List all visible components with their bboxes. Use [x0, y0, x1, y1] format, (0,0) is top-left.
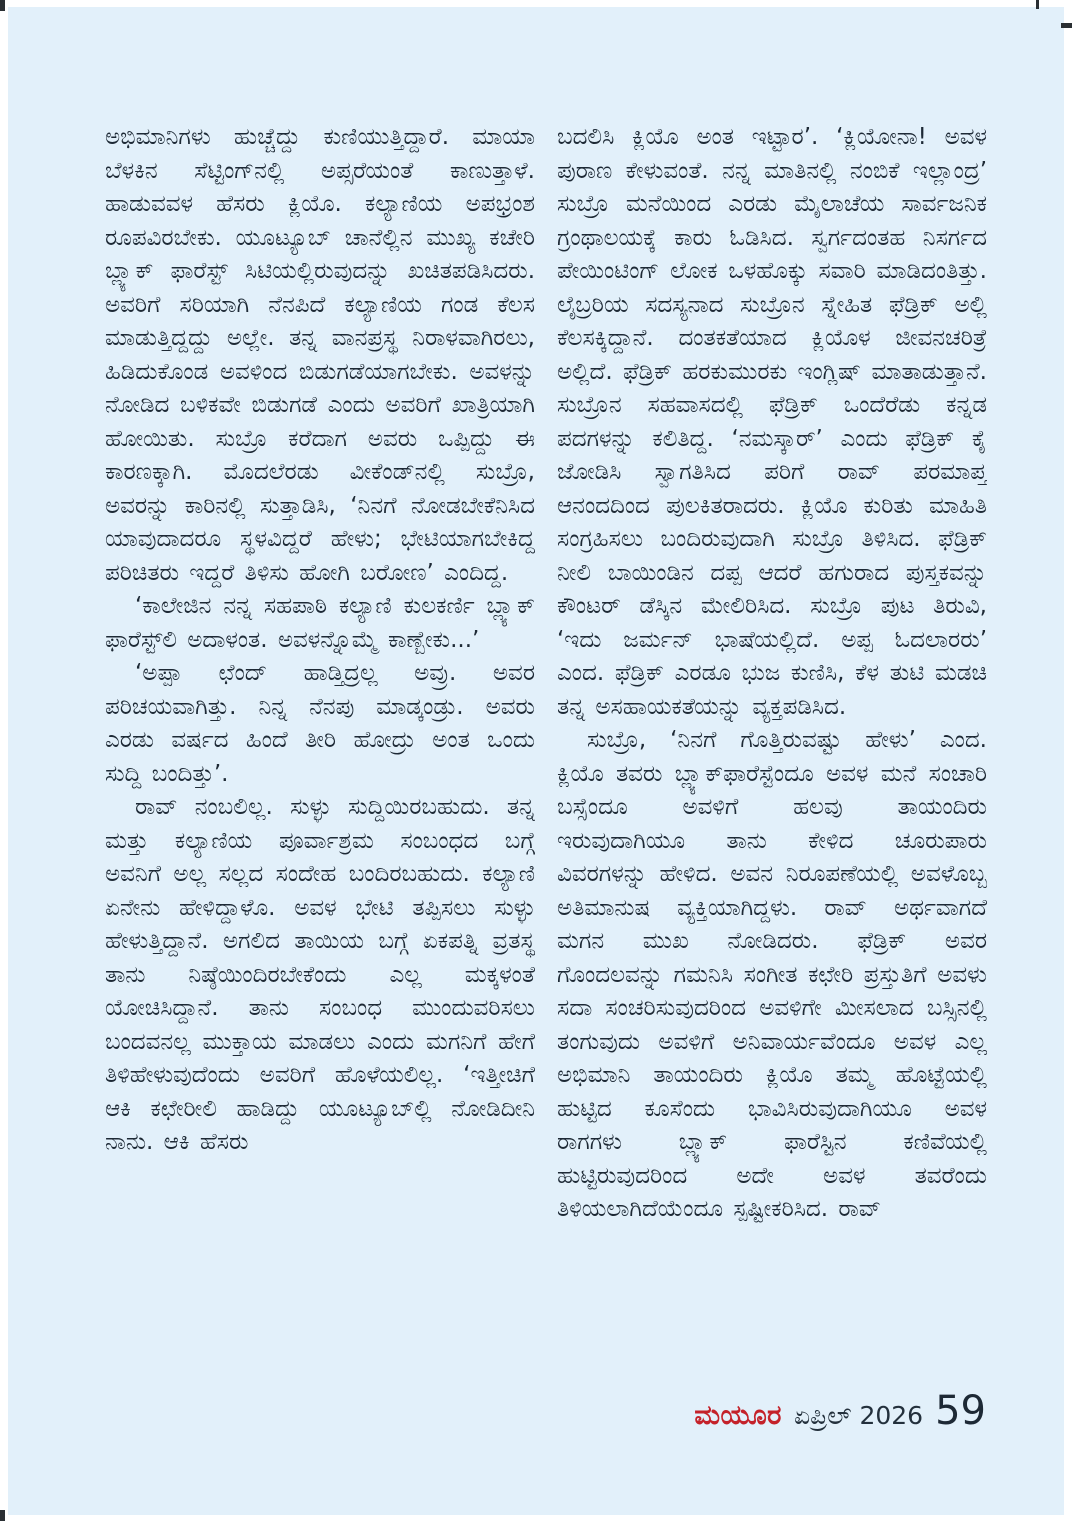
- paragraph: ‘ಅಪ್ಪಾ ಛೆಂದ್ ಹಾಡ್ತಿದ್ರಲ್ಲ ಅವ್ರು. ಅವರ ಪರಿಚಯವಾಗಿತ್ತು. ನಿನ್ನ ನೆನಪು ಮಾಡ್ಕಂಡ್ರು. ಅವರು ಎರಡು ವರ್ಷದ ಹಿಂದೆ ತೀರಿ ಹೋದ್ರು ಅಂತ ಒಂದು ಸುದ್ದಿ ಬಂದಿತ್ತು’.: [105, 660, 535, 787]
- issue-label: ಏಪ್ರಿಲ್ 2026: [793, 1401, 924, 1430]
- article-body: [105, 121, 987, 1389]
- magazine-name: ಮಯೂರ: [694, 1400, 782, 1431]
- left-column: [105, 121, 535, 1389]
- crop-mark-top-right: [1036, 0, 1039, 9]
- paragraph: ಸುಬ್ರೊ, ‘ನಿನಗೆ ಗೊತ್ತಿರುವಷ್ಟು ಹೇಳು’ ಎಂದ. ಕ್ಲಿಯೊ ತವರು ಬ್ಲ್ಯಾಕ್‌ಫಾರೆಸ್ಟೆಂದೂ ಅವಳ ಮನೆ ಸಂಚಾರಿ ಬಸ್ಸೆಂದೂ ಅವಳಿಗೆ ಹಲವು ತಾಯಂದಿರು ಇರುವುದಾಗಿಯೂ ತಾನು ಕೇಳಿದ ಚೂರುಪಾರು ವಿವರಗಳನ್ನು ಹೇಳಿದ. ಅವನ ನಿರೂಪಣೆಯಲ್ಲಿ ಅವಳೊಬ್ಬ ಅತಿಮಾನುಷ ವ್ಯಕ್ತಿಯಾಗಿದ್ದಳು. ರಾವ್ ಅರ್ಥವಾಗದೆ ಮಗನ ಮುಖ ನೋಡಿದರು. ಫೆಡ್ರಿಕ್ ಅವರ ಗೊಂದಲವನ್ನು ಗಮನಿಸಿ ಸಂಗೀತ ಕಛೇರಿ ಪ್ರಸ್ತುತಿಗೆ ಅವಳು ಸದಾ ಸಂಚರಿಸುವುದರಿಂದ ಅವಳಿಗೇ ಮೀಸಲಾದ ಬಸ್ಸಿನಲ್ಲಿ ತಂಗುವುದು ಅವಳಿಗೆ ಅನಿವಾರ್ಯವೆಂದೂ ಅವಳ ಎಲ್ಲ ಅಭಿಮಾನಿ ತಾಯಂದಿರು ಕ್ಲಿಯೊ ತಮ್ಮ ಹೊಟ್ಟೆಯಲ್ಲಿ ಹುಟ್ಟಿದ ಕೂಸೆಂದು ಭಾವಿಸಿರುವುದಾಗಿಯೂ ಅವಳ ರಾಗಗಳು ಬ್ಲ್ಯಾಕ್ ಫಾರೆಸ್ಟಿನ ಕಣಿವೆಯಲ್ಲಿ ಹುಟ್ಟಿರುವುದರಿಂದ ಅದೇ ಅವಳ ತವರೆಂದು ತಿಳಿಯಲಾಗಿದೆಯೆಂದೂ ಸ್ಪಷ್ಟೀಕರಿಸಿದ. ರಾವ್: [557, 727, 987, 1222]
- paragraph: ಅಭಿಮಾನಿಗಳು ಹುಚ್ಚೆದ್ದು ಕುಣಿಯುತ್ತಿದ್ದಾರೆ. ಮಾಯಾ ಬೆಳಕಿನ ಸೆಟ್ಟಿಂಗ್‌ನಲ್ಲಿ ಅಪ್ಸರೆಯಂತೆ ಕಾಣುತ್ತಾಳೆ. ಹಾಡುವವಳ ಹೆಸರು ಕ್ಲಿಯೊ. ಕಲ್ಯಾಣಿಯ ಅಪಭ್ರಂಶ ರೂಪವಿರಬೇಕು. ಯೂಟ್ಯೂಬ್ ಚಾನೆಲ್ಲಿನ ಮುಖ್ಯ ಕಚೇರಿ ಬ್ಲ್ಯಾಕ್ ಫಾರೆಸ್ಟ್ ಸಿಟಿಯಲ್ಲಿರುವುದನ್ನು ಖಚಿತಪಡಿಸಿದರು. ಅವರಿಗೆ ಸರಿಯಾಗಿ ನೆನಪಿದೆ ಕಲ್ಯಾಣಿಯ ಗಂಡ ಕೆಲಸ ಮಾಡುತ್ತಿದ್ದದ್ದು ಅಲ್ಲೇ. ತನ್ನ ವಾನಪ್ರಸ್ಥ ನಿರಾಳವಾಗಿರಲು, ಹಿಡಿದುಕೊಂಡ ಅವಳಿಂದ ಬಿಡುಗಡೆಯಾಗಬೇಕು. ಅವಳನ್ನು ನೋಡಿದ ಬಳಿಕವೇ ಬಿಡುಗಡೆ ಎಂದು ಅವರಿಗೆ ಖಾತ್ರಿಯಾಗಿ ಹೋಯಿತು. ಸುಬ್ರೊ ಕರೆದಾಗ ಅವರು ಒಪ್ಪಿದ್ದು ಈ ಕಾರಣಕ್ಕಾಗಿ. ಮೊದಲೆರಡು ವೀಕೆಂಡ್‌ನಲ್ಲಿ ಸುಬ್ರೊ, ಅವರನ್ನು ಕಾರಿನಲ್ಲಿ ಸುತ್ತಾಡಿಸಿ, ‘ನಿನಗೆ ನೋಡಬೇಕೆನಿಸಿದ ಯಾವುದಾದರೂ ಸ್ಥಳವಿದ್ದರೆ ಹೇಳು; ಭೇಟಿಯಾಗಬೇಕಿದ್ದ ಪರಿಚಿತರು ಇದ್ದರೆ ತಿಳಿಸು ಹೋಗಿ ಬರೋಣ’ ಎಂದಿದ್ದ.: [105, 124, 535, 586]
- page-number: 59: [935, 1388, 986, 1434]
- crop-mark-top-left: [0, 0, 5, 11]
- crop-mark-right-edge: [1061, 23, 1072, 28]
- paragraph: ಬದಲಿಸಿ ಕ್ಲಿಯೊ ಅಂತ ಇಟ್ಟಾರ’. ‘ಕ್ಲಿಯೋನಾ! ಅವಳ ಪುರಾಣ ಕೇಳುವಂತೆ. ನನ್ನ ಮಾತಿನಲ್ಲಿ ನಂಬಿಕೆ ಇಲ್ಲಾಂದ್ರ’ ಸುಬ್ರೊ ಮನೆಯಿಂದ ಎರಡು ಮೈಲಾಚೆಯ ಸಾರ್ವಜನಿಕ ಗ್ರಂಥಾಲಯಕ್ಕೆ ಕಾರು ಓಡಿಸಿದ. ಸ್ವರ್ಗದಂತಹ ನಿಸರ್ಗದ ಪೇಯಿಂಟಿಂಗ್ ಲೋಕ ಒಳಹೊಕ್ಕು ಸವಾರಿ ಮಾಡಿದಂತಿತ್ತು. ಲೈಬ್ರರಿಯ ಸದಸ್ಯನಾದ ಸುಬ್ರೊನ ಸ್ನೇಹಿತ ಫೆಡ್ರಿಕ್ ಅಲ್ಲಿ ಕೆಲಸಕ್ಕಿದ್ದಾನೆ. ದಂತಕತೆಯಾದ ಕ್ಲಿಯೊಳ ಜೀವನಚರಿತ್ರೆ ಅಲ್ಲಿದೆ. ಫೆಡ್ರಿಕ್ ಹರಕುಮುರಕು ಇಂಗ್ಲಿಷ್ ಮಾತಾಡುತ್ತಾನೆ. ಸುಬ್ರೊನ ಸಹವಾಸದಲ್ಲಿ ಫೆಡ್ರಿಕ್ ಒಂದೆರೆಡು ಕನ್ನಡ ಪದಗಳನ್ನು ಕಲಿತಿದ್ದ. ‘ನಮಸ್ಕಾರ್’ ಎಂದು ಫೆಡ್ರಿಕ್ ಕೈ ಜೋಡಿಸಿ ಸ್ವಾಗತಿಸಿದ ಪರಿಗೆ ರಾವ್ ಪರಮಾಪ್ತ ಆನಂದದಿಂದ ಪುಲಕಿತರಾದರು. ಕ್ಲಿಯೊ ಕುರಿತು ಮಾಹಿತಿ ಸಂಗ್ರಹಿಸಲು ಬಂದಿರುವುದಾಗಿ ಸುಬ್ರೊ ತಿಳಿಸಿದ. ಫೆಡ್ರಿಕ್ ನೀಲಿ ಬಾಯಿಂಡಿನ ದಪ್ಪ ಆದರೆ ಹಗುರಾದ ಪುಸ್ತಕವನ್ನು ಕೌಂಟರ್ ಡೆಸ್ಕಿನ ಮೇಲಿರಿಸಿದ. ಸುಬ್ರೊ ಪುಟ ತಿರುವಿ, ‘ಇದು ಜರ್ಮನ್ ಭಾಷೆಯಲ್ಲಿದೆ. ಅಪ್ಪ ಓದಲಾರರು’ ಎಂದ. ಫೆಡ್ರಿಕ್ ಎರಡೂ ಭುಜ ಕುಣಿಸಿ, ಕೆಳ ತುಟಿ ಮಡಚಿ ತನ್ನ ಅಸಹಾಯಕತೆಯನ್ನು ವ್ಯಕ್ತಪಡಿಸಿದ.: [557, 124, 987, 720]
- paragraph: ‘ಕಾಲೇಜಿನ ನನ್ನ ಸಹಪಾಠಿ ಕಲ್ಯಾಣಿ ಕುಲಕರ್ಣಿ ಬ್ಲ್ಯಾಕ್ ಫಾರೆಸ್ಟ್‌ಲಿ ಅದಾಳಂತ. ಅವಳನ್ನೊಮ್ಮೆ ಕಾಣ್ಬೇಕು...’: [105, 593, 535, 653]
- right-column: [557, 121, 987, 1389]
- page-footer: [694, 1388, 986, 1434]
- crop-mark-bottom-left: [0, 1510, 5, 1521]
- paragraph: ರಾವ್ ನಂಬಲಿಲ್ಲ. ಸುಳ್ಳು ಸುದ್ದಿಯಿರಬಹುದು. ತನ್ನ ಮತ್ತು ಕಲ್ಯಾಣಿಯ ಪೂರ್ವಾಶ್ರಮ ಸಂಬಂಧದ ಬಗ್ಗೆ ಅವನಿಗೆ ಅಲ್ಲ ಸಲ್ಲದ ಸಂದೇಹ ಬಂದಿರಬಹುದು. ಕಲ್ಯಾಣಿ ಏನೇನು ಹೇಳಿದ್ದಾಳೊ. ಅವಳ ಭೇಟಿ ತಪ್ಪಿಸಲು ಸುಳ್ಳು ಹೇಳುತ್ತಿದ್ದಾನೆ. ಅಗಲಿದ ತಾಯಿಯ ಬಗ್ಗೆ ಏಕಪತ್ನಿ ವ್ರತಸ್ಥ ತಾನು ನಿಷ್ಠೆಯಿಂದಿರಬೇಕೆಂದು ಎಲ್ಲ ಮಕ್ಕಳಂತೆ ಯೋಚಿಸಿದ್ದಾನೆ. ತಾನು ಸಂಬಂಧ ಮುಂದುವರಿಸಲು ಬಂದವನಲ್ಲ ಮುಕ್ತಾಯ ಮಾಡಲು ಎಂದು ಮಗನಿಗೆ ಹೇಗೆ ತಿಳಿಹೇಳುವುದೆಂದು ಅವರಿಗೆ ಹೊಳೆಯಲಿಲ್ಲ. ‘ಇತ್ತೀಚಿಗೆ ಆಕಿ ಕಛೇರೀಲಿ ಹಾಡಿದ್ದು ಯೂಟ್ಯೂಬ್‌ಲ್ಲಿ ನೋಡಿದೀನಿ ನಾನು. ಆಕಿ ಹೆಸರು: [105, 794, 535, 1155]
